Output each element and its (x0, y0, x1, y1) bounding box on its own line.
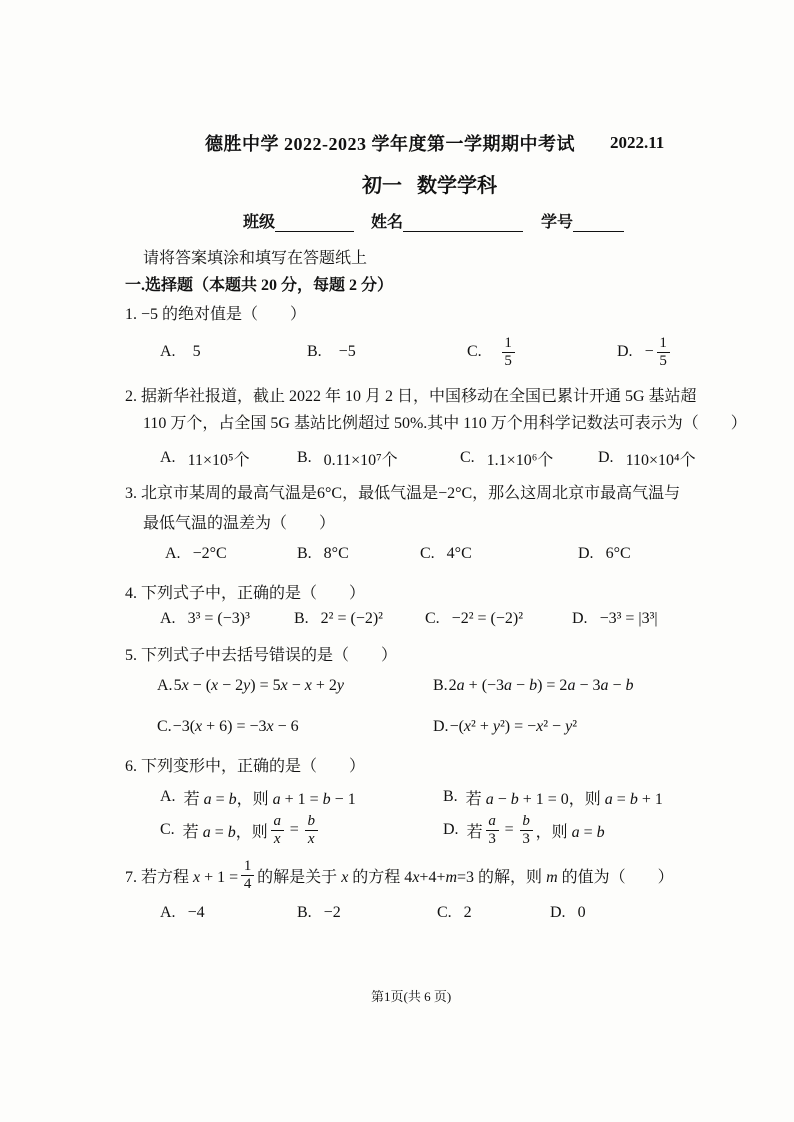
fraction-numerator: 1 (241, 858, 254, 876)
q1-option-a (160, 334, 201, 370)
option-letter: A. (160, 610, 176, 627)
q6-option-a (160, 779, 356, 815)
equals-sign: = (289, 821, 299, 838)
class-label: 班级 (243, 213, 276, 231)
q4-option-b (294, 601, 383, 637)
q3-option-a (165, 536, 227, 572)
fraction (486, 813, 499, 848)
option-letter: A. (157, 677, 173, 694)
q4-option-d (572, 601, 658, 637)
fraction-denominator: 3 (488, 830, 496, 847)
option-letter: C. (420, 545, 435, 562)
option-letter: C. (460, 449, 475, 466)
fraction-numerator: 1 (657, 335, 670, 353)
student-id-blank (573, 217, 624, 232)
option-expression: 5x − (x − 2y) = 5x − x + 2y (173, 677, 345, 694)
q7-option-b (297, 895, 341, 931)
q7-option-c (437, 895, 472, 931)
option-text: 5 (192, 343, 201, 360)
fraction-denominator: 3 (522, 830, 530, 847)
section-heading: 一.选择题（本题共 20 分，每题 2 分） (125, 276, 394, 294)
option-letter: B. (297, 545, 312, 562)
option-text: 2 (463, 904, 472, 921)
q6-option-b (443, 779, 663, 815)
option-text: 4°C (446, 545, 472, 562)
class-blank (275, 217, 354, 232)
option-text: 若 (466, 823, 483, 841)
name-blank (403, 217, 523, 232)
option-text: 2² = (−2)² (320, 610, 383, 627)
option-letter: D. (578, 545, 594, 562)
minus-sign: − (644, 343, 654, 360)
q5-option-c (157, 709, 299, 745)
option-letter: A. (160, 449, 176, 466)
q6-stem: 6. 下列变形中，正确的是（ ） (125, 757, 366, 775)
option-letter: A. (160, 788, 176, 805)
option-letter: B. (443, 788, 458, 805)
option-expression: −(x² + y²) = −x² − y² (449, 718, 577, 735)
option-letter: D. (443, 821, 459, 838)
fraction-denominator: 5 (504, 352, 512, 369)
q5-stem: 5. 下列式子中去括号错误的是（ ） (125, 646, 398, 664)
option-letter: B. (297, 904, 312, 921)
exam-subtitle: 初一 数学学科 (362, 174, 497, 197)
q2-option-b (297, 440, 398, 476)
option-letter: A. (165, 545, 181, 562)
option-letter: C. (425, 610, 440, 627)
page-number: 第1页(共 6 页) (371, 988, 452, 1004)
q7-option-a (160, 895, 205, 931)
option-text: 110×10⁴个 (625, 451, 696, 469)
option-text: 0 (577, 904, 586, 921)
q7-option-d (550, 895, 586, 931)
fraction-denominator: x (307, 830, 315, 847)
option-expression: 2a + (−3a − b) = 2a − 3a − b (448, 677, 634, 694)
q2-option-a (160, 440, 250, 476)
option-letter: C. (157, 718, 172, 735)
fraction-numerator: b (520, 813, 533, 831)
fraction-numerator: a (271, 813, 284, 831)
option-text: −2 (323, 904, 341, 921)
q2-option-c (460, 440, 553, 476)
fraction-numerator: b (305, 813, 318, 831)
fraction-numerator: a (486, 813, 499, 831)
q7-stem-text-before: 7. 若方程 x + 1 = (125, 868, 239, 886)
q2-stem-line1: 2. 据新华社报道，截止 2022 年 10 月 2 日，中国移动在全国已累计开通 5G 基站超 (125, 387, 697, 405)
fraction (241, 858, 254, 893)
exam-date: 2022.11 (610, 133, 665, 152)
name-label: 姓名 (371, 213, 404, 231)
q1-option-d (617, 334, 673, 370)
option-text: −5 (338, 343, 356, 360)
option-expression: −3(x + 6) = −3x − 6 (172, 718, 299, 735)
option-text: −2² = (−2)² (451, 610, 523, 627)
option-letter: A. (160, 343, 176, 360)
option-text: −3³ = |3³| (599, 610, 658, 627)
option-text: −4 (187, 904, 205, 921)
q5-option-a (157, 668, 344, 704)
option-letter: B. (297, 449, 312, 466)
q5-option-b (433, 668, 634, 704)
option-letter: D. (598, 449, 614, 466)
answer-instruction: 请将答案填涂和填写在答题纸上 (143, 249, 368, 267)
q3-stem-line2: 最低气温的温差为（ ） (143, 514, 336, 532)
option-text: −2°C (192, 545, 227, 562)
fraction (305, 813, 318, 848)
option-letter: C. (467, 343, 482, 360)
student-id-label: 学号 (541, 213, 574, 231)
q1-stem: 1. −5 的绝对值是（ ） (125, 305, 307, 323)
q3-option-d (578, 536, 631, 572)
option-letter: C. (160, 821, 175, 838)
option-text: 若 a = b，则 a + 1 = b − 1 (183, 790, 356, 808)
fraction-denominator: x (273, 830, 281, 847)
option-letter: B. (307, 343, 322, 360)
option-text: 0.11×10⁷个 (323, 451, 398, 469)
option-text: 6°C (605, 545, 631, 562)
option-letter: B. (433, 677, 448, 694)
option-letter: B. (294, 610, 309, 627)
q4-option-c (425, 601, 523, 637)
exam-title: 德胜中学 2022-2023 学年度第一学期期中考试 (205, 134, 575, 154)
option-letter: C. (437, 904, 452, 921)
q2-stem-line2: 110 万个，占全国 5G 基站比例超过 50%.其中 110 万个用科学记数法可表示为（ ） (143, 414, 747, 432)
fraction (520, 813, 533, 848)
option-text: 若 a − b + 1 = 0，则 a = b + 1 (465, 790, 663, 808)
fraction (502, 335, 515, 370)
q7-stem-text-after: 的解是关于 x 的方程 4x+4+m=3 的解，则 m 的值为（ ） (257, 868, 674, 886)
option-text: 若 a = b，则 (182, 823, 268, 841)
student-info-row (243, 202, 624, 238)
option-text: 11×10⁵个 (187, 451, 250, 469)
fraction-denominator: 5 (659, 352, 667, 369)
q4-stem: 4. 下列式子中，正确的是（ ） (125, 584, 366, 602)
option-letter: D. (572, 610, 588, 627)
option-text: 8°C (323, 545, 349, 562)
q1-option-b (307, 334, 356, 370)
q1-option-c (467, 334, 518, 370)
q6-option-d (443, 812, 605, 848)
q4-option-a (160, 601, 250, 637)
option-text: 3³ = (−3)³ (187, 610, 250, 627)
fraction-numerator: 1 (502, 335, 515, 353)
q2-option-d (598, 440, 696, 476)
q6-option-c (160, 812, 321, 848)
fraction (271, 813, 284, 848)
option-text: 1.1×10⁶个 (486, 451, 554, 469)
option-letter: D. (617, 343, 633, 360)
option-text-tail: ，则 a = b (535, 823, 605, 841)
option-letter: A. (160, 904, 176, 921)
equals-sign: = (504, 821, 514, 838)
q3-option-c (420, 536, 472, 572)
q3-option-b (297, 536, 349, 572)
option-letter: D. (433, 718, 449, 735)
q5-option-d (433, 709, 577, 745)
q3-stem-line1: 3. 北京市某周的最高气温是6°C，最低气温是−2°C，那么这周北京市最高气温与 (125, 484, 681, 502)
option-letter: D. (550, 904, 566, 921)
fraction (657, 335, 670, 370)
q7-stem (125, 857, 674, 893)
fraction-denominator: 4 (243, 875, 252, 892)
